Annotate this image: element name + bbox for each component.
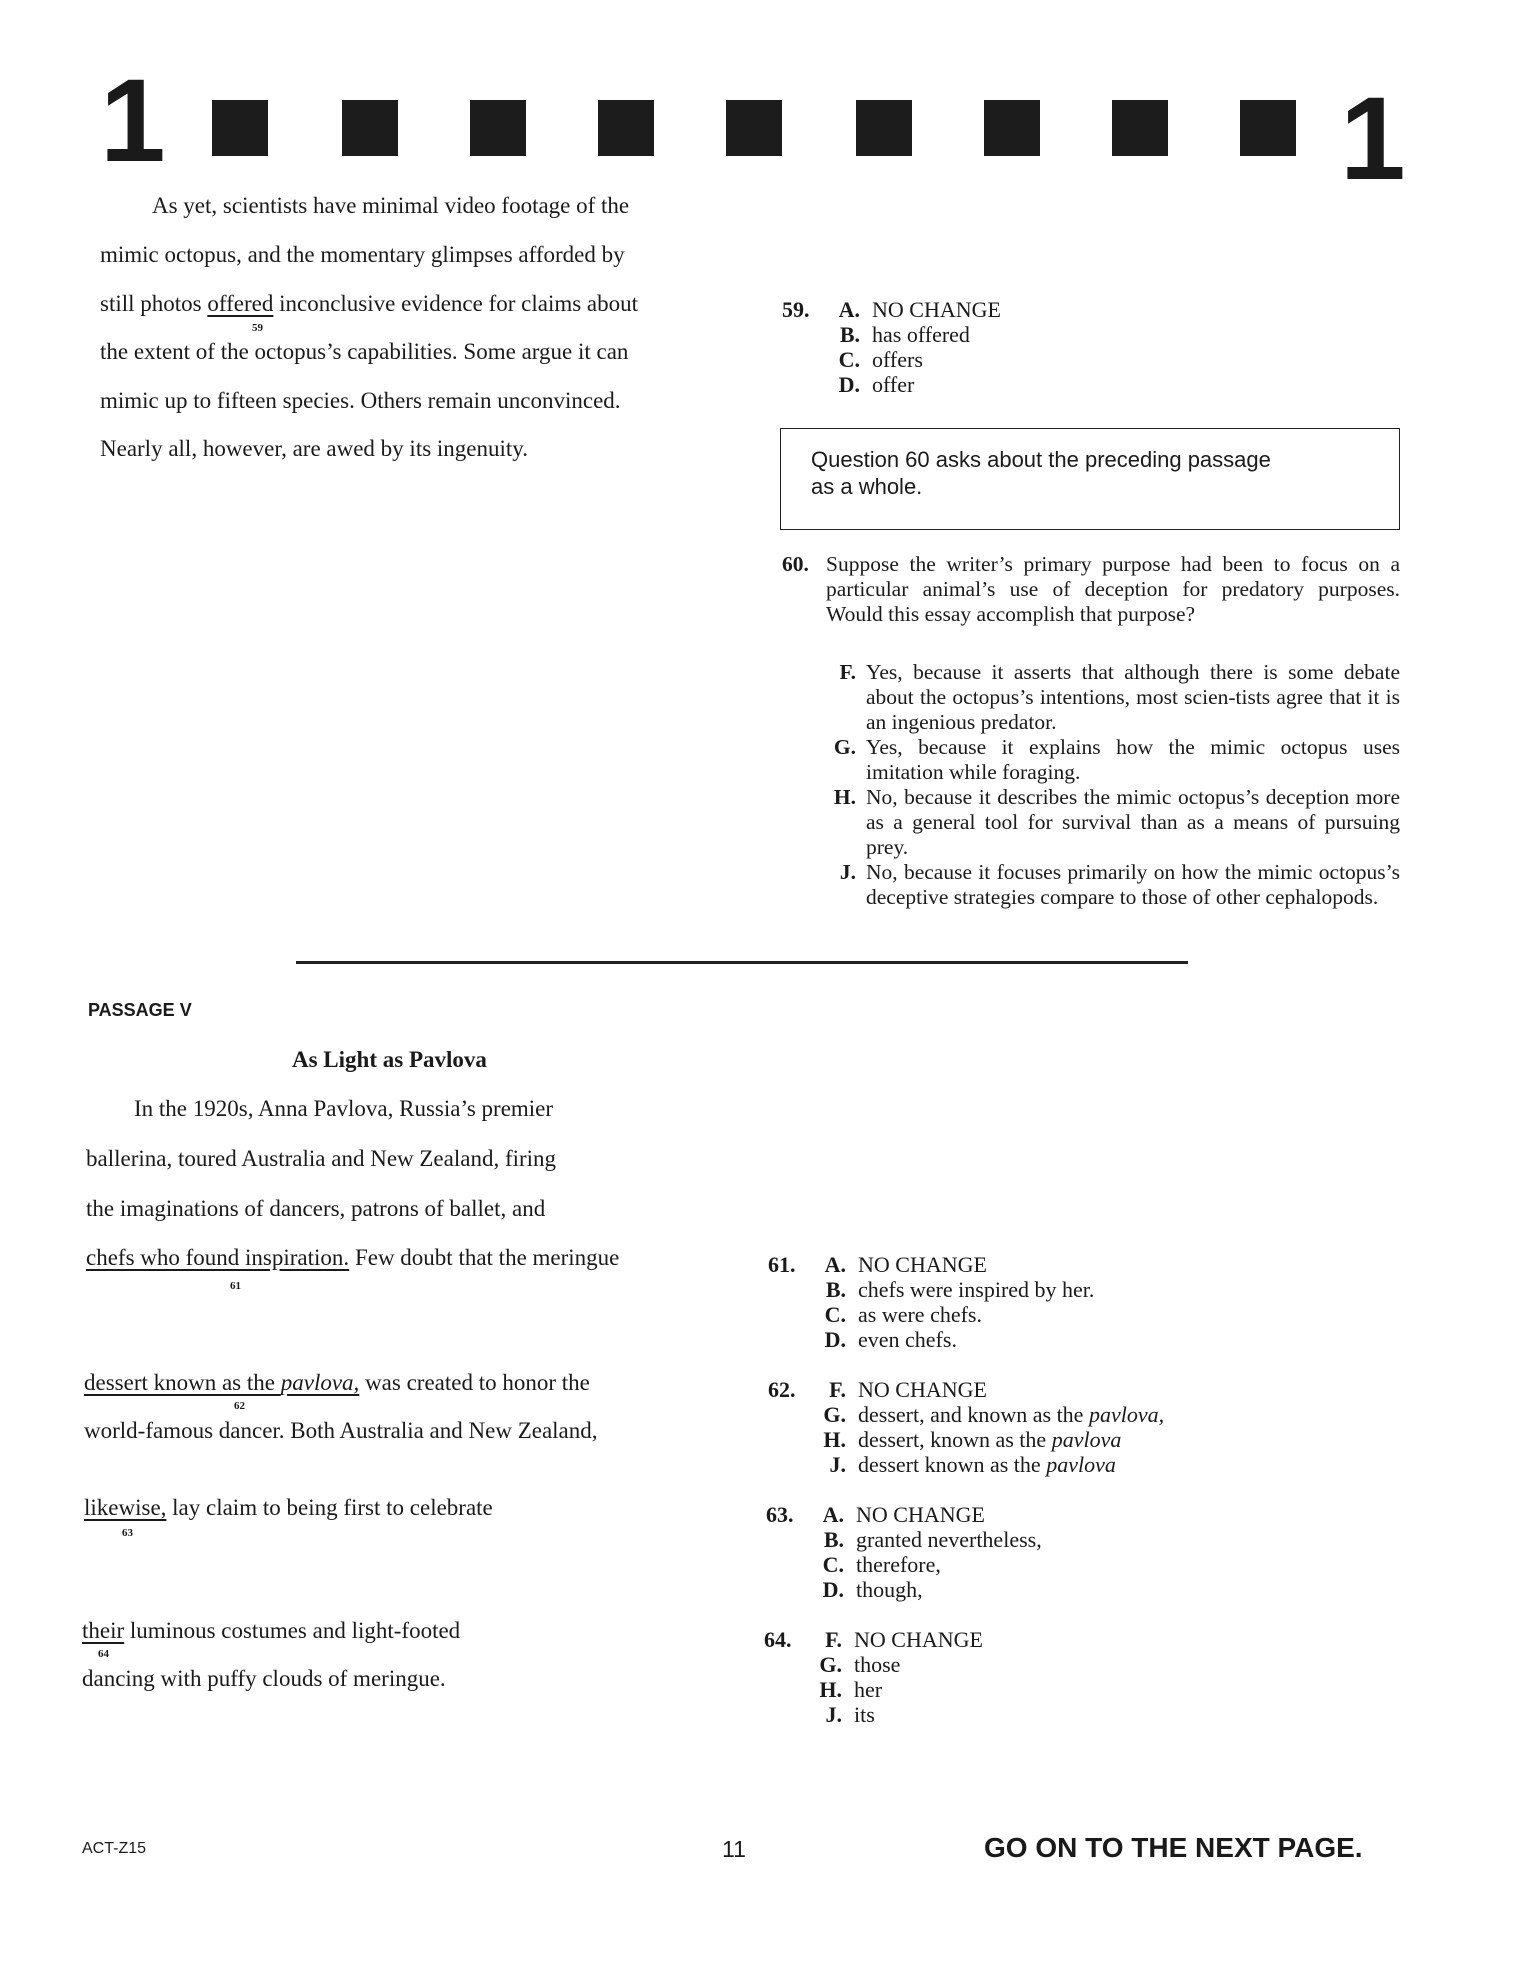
option-60-f[interactable]: Yes, because it asserts that although there is some debate about the octopus’s intentions, most scien-tists agree that it is an ingenious predator.: [866, 660, 1400, 734]
header-block: [984, 100, 1040, 156]
header-block: [342, 100, 398, 156]
option-text: dessert known as the: [858, 1452, 1047, 1477]
option-text: offers: [872, 347, 923, 372]
go-on-next-page: GO ON TO THE NEXT PAGE.: [984, 1832, 1363, 1863]
option-text: NO CHANGE: [856, 1502, 985, 1527]
option-61-c[interactable]: [768, 1302, 982, 1327]
option-letter: J.: [839, 860, 856, 884]
option-62-f[interactable]: [768, 1377, 987, 1402]
underlined-portion-61: chefs who found inspiration.: [86, 1245, 350, 1270]
option-text: dessert, and known as the: [858, 1402, 1089, 1427]
passage-text: inconclusive evidence for claims about: [273, 291, 639, 316]
instruction-line: as a whole.: [811, 474, 923, 499]
option-text: offer: [872, 372, 915, 397]
option-letter: F.: [825, 1627, 842, 1652]
passage-label: PASSAGE V: [88, 1000, 192, 1020]
option-letter: B.: [823, 1527, 844, 1552]
question-marker-59: 59: [252, 322, 263, 334]
passage-line: the imaginations of dancers, patrons of ballet, and: [86, 1196, 546, 1221]
underlined-portion-59: offered: [207, 291, 274, 316]
question-marker-64: 64: [98, 1648, 109, 1660]
passage-line: mimic up to fifteen species. Others remain unconvinced.: [100, 388, 621, 413]
option-62-h[interactable]: [768, 1427, 1121, 1452]
page-number: 11: [722, 1836, 746, 1862]
header-block: [598, 100, 654, 156]
option-letter: G.: [833, 735, 856, 759]
passage-divider: [296, 961, 1188, 964]
passage-line: Nearly all, however, are awed by its ingenuity.: [100, 436, 529, 461]
option-text-italic: pavlova,: [1088, 1402, 1165, 1427]
option-letter: C.: [822, 1552, 844, 1577]
passage-line: [82, 1618, 460, 1644]
option-59-d[interactable]: [782, 372, 914, 397]
option-text: dessert, known as the: [858, 1427, 1052, 1452]
section-number-right: 1: [1340, 73, 1406, 205]
underlined-portion-64: their: [82, 1618, 125, 1643]
option-text: NO CHANGE: [858, 1377, 987, 1402]
option-letter: D.: [838, 372, 860, 397]
question-marker-61: 61: [230, 1280, 241, 1292]
header-block: [470, 100, 526, 156]
option-61-b[interactable]: [768, 1277, 1094, 1302]
passage-text: lay claim to being first to celebrate: [166, 1495, 493, 1520]
instruction-box: [780, 428, 1400, 530]
option-letter: J.: [829, 1452, 846, 1477]
question-number: 61.: [768, 1252, 796, 1277]
option-text: though,: [856, 1577, 923, 1602]
underlined-portion-62: [84, 1370, 359, 1395]
passage-line: As yet, scientists have minimal video footage of the: [152, 193, 630, 218]
option-63-d[interactable]: [766, 1577, 923, 1602]
option-59-c[interactable]: [782, 347, 923, 372]
option-63-b[interactable]: [766, 1527, 1042, 1552]
passage-line: the extent of the octopus’s capabilities. Some argue it can: [100, 339, 629, 364]
header-block: [856, 100, 912, 156]
option-letter: B.: [825, 1277, 846, 1302]
option-64-j[interactable]: [764, 1702, 875, 1727]
option-64-g[interactable]: [764, 1652, 900, 1677]
option-text: NO CHANGE: [854, 1627, 983, 1652]
option-letter: F.: [829, 1377, 846, 1402]
header-block: [212, 100, 268, 156]
option-text-italic: pavlova: [1051, 1427, 1122, 1452]
passage-title: As Light as Pavlova: [292, 1047, 487, 1072]
passage-line: mimic octopus, and the momentary glimpses afforded by: [100, 242, 625, 267]
question-number: 60.: [782, 552, 809, 576]
option-63-c[interactable]: [766, 1552, 941, 1577]
option-63-a[interactable]: [766, 1502, 985, 1527]
passage-text: Few doubt that the meringue: [349, 1245, 620, 1270]
header-block: [726, 100, 782, 156]
question-number: 59.: [782, 297, 810, 322]
option-text: those: [854, 1652, 901, 1677]
option-letter: H.: [823, 1427, 846, 1452]
option-text: even chefs.: [858, 1327, 957, 1352]
option-text: NO CHANGE: [872, 297, 1001, 322]
header-block: [1112, 100, 1168, 156]
option-letter: H.: [819, 1677, 842, 1702]
option-60-h[interactable]: No, because it describes the mimic octopus’s deception more as a general tool for survival than as a means of pursuing prey.: [866, 785, 1400, 859]
passage-line: [84, 1370, 590, 1396]
option-59-b[interactable]: [782, 322, 970, 347]
option-64-f[interactable]: [764, 1627, 983, 1652]
question-number: 63.: [766, 1502, 794, 1527]
passage-line: world-famous dancer. Both Australia and New Zealand,: [84, 1418, 598, 1443]
question-marker-62: 62: [234, 1400, 245, 1412]
header-block: [1240, 100, 1296, 156]
option-text: has offered: [872, 322, 970, 347]
option-text: as were chefs.: [858, 1302, 982, 1327]
option-letter: H.: [833, 785, 856, 809]
option-letter: F.: [839, 660, 856, 684]
question-number: 64.: [764, 1627, 792, 1652]
passage-text: luminous costumes and light-footed: [124, 1618, 461, 1643]
passage-text: still photos: [100, 291, 208, 316]
option-text: therefore,: [856, 1552, 941, 1577]
option-text-italic: pavlova: [1046, 1452, 1116, 1477]
option-text: granted nevertheless,: [856, 1527, 1042, 1552]
option-letter: A.: [838, 297, 860, 322]
option-letter: D.: [824, 1327, 846, 1352]
option-letter: G.: [819, 1652, 842, 1677]
option-letter: C.: [838, 347, 860, 372]
option-61-d[interactable]: [768, 1327, 957, 1352]
passage-line: dancing with puffy clouds of meringue.: [82, 1666, 446, 1691]
option-62-g[interactable]: [768, 1402, 1164, 1427]
passage-line: In the 1920s, Anna Pavlova, Russia’s premier: [134, 1096, 554, 1121]
section-number-left: 1: [100, 55, 166, 187]
option-text: chefs were inspired by her.: [858, 1277, 1095, 1302]
option-letter: D.: [822, 1577, 844, 1602]
passage-text: dessert known as the: [84, 1370, 281, 1395]
passage-line: ballerina, toured Australia and New Zealand, firing: [86, 1146, 557, 1171]
option-letter: C.: [824, 1302, 846, 1327]
passage-line: [100, 291, 638, 317]
passage-text-italic: pavlova,: [280, 1370, 360, 1395]
passage-line: [86, 1245, 619, 1271]
form-code: ACT-Z15: [82, 1840, 147, 1857]
question-number: 62.: [768, 1377, 796, 1402]
option-61-a[interactable]: [768, 1252, 987, 1277]
passage-text: was created to honor the: [359, 1370, 590, 1395]
option-text: NO CHANGE: [858, 1252, 987, 1277]
option-62-j[interactable]: [768, 1452, 1116, 1477]
option-letter: A.: [822, 1502, 844, 1527]
passage-line: [84, 1495, 493, 1521]
option-text: its: [854, 1702, 875, 1727]
option-60-g[interactable]: Yes, because it explains how the mimic octopus uses imitation while foraging.: [866, 735, 1400, 784]
option-64-h[interactable]: [764, 1677, 882, 1702]
option-letter: G.: [823, 1402, 846, 1427]
option-letter: A.: [824, 1252, 846, 1277]
option-letter: J.: [825, 1702, 842, 1727]
option-text: her: [854, 1677, 883, 1702]
underlined-portion-63: likewise,: [84, 1495, 167, 1520]
instruction-line: Question 60 asks about the preceding passage: [811, 447, 1271, 472]
option-letter: B.: [839, 322, 860, 347]
question-marker-63: 63: [122, 1527, 133, 1539]
option-59-a[interactable]: [782, 297, 1001, 322]
option-60-j[interactable]: No, because it focuses primarily on how the mimic octopus’s deceptive strategies compare to those of other cephalopods.: [866, 860, 1400, 909]
question-60-stem: Suppose the writer’s primary purpose had been to focus on a particular animal’s use of deception for predatory purposes. Would this essay accomplish that purpose?: [826, 552, 1400, 626]
